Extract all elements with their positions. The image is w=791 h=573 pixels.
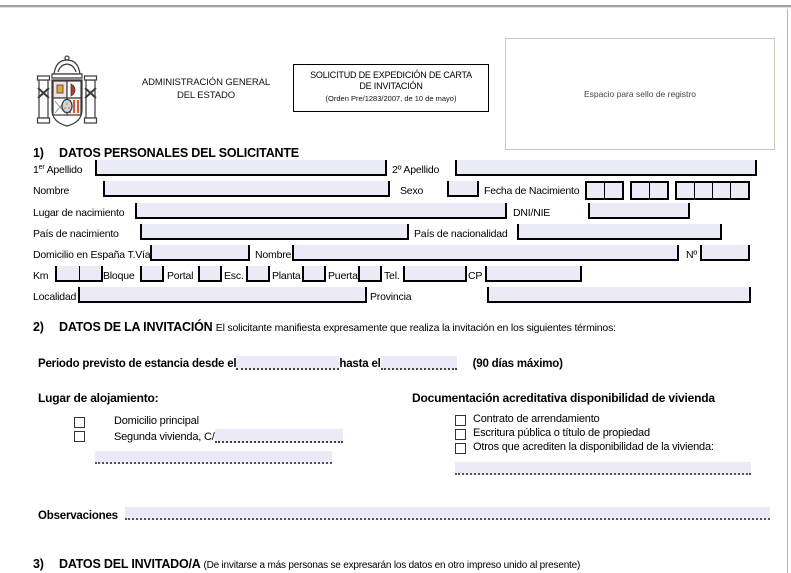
observaciones-input[interactable] [125, 507, 770, 520]
nombre-input[interactable] [103, 181, 390, 197]
provincia-label: Provincia [370, 291, 412, 303]
domicilio-via-label: Domicilio en España T.Vía [33, 249, 151, 261]
form-title-order: (Orden Pre/1283/2007, de 10 de mayo) [325, 94, 457, 103]
km-label: Km [33, 270, 49, 282]
administration-line1: ADMINISTRACIÓN GENERAL [141, 77, 271, 88]
form-title-box [293, 64, 489, 112]
section1-header [33, 146, 299, 160]
dob-year-cell-3[interactable] [713, 183, 731, 198]
localidad-label: Localidad [33, 291, 77, 303]
lugar-alojamiento-title: Lugar de alojamiento: [38, 391, 159, 405]
apellido1-label-sup: er [38, 164, 45, 171]
dob-year-cell-2[interactable] [695, 183, 713, 198]
fecha-nacimiento-input [585, 181, 750, 200]
dob-year-cell-1[interactable] [677, 183, 695, 198]
sexo-input[interactable] [447, 181, 479, 197]
section3-title: DATOS DEL INVITADO/A [59, 557, 201, 571]
option-escritura-publica: Escritura pública o título de propiedad [473, 427, 650, 439]
administration-line2: DEL ESTADO [176, 90, 236, 101]
puerta-label: Puerta [328, 270, 358, 282]
section2-title: DATOS DE LA INVITACIÓN [59, 320, 213, 334]
dni-nie-label: DNI/NIE [513, 207, 551, 219]
option-segunda-vivienda [114, 429, 343, 443]
periodo-line [38, 356, 563, 370]
dob-month-group [630, 181, 669, 200]
periodo-suffix: (90 días máximo) [472, 358, 563, 370]
periodo-prefix: Periodo previsto de estancia desde el [38, 358, 237, 370]
nombre-label: Nombre [33, 185, 70, 197]
section3-note: (De invitarse a más personas se expresarán los datos en otro impreso unido al presente) [203, 560, 581, 571]
section2-header [33, 320, 616, 334]
page-right-rule [787, 9, 788, 573]
pais-nacimiento-label: País de nacimiento [33, 228, 119, 240]
section3-number: 3) [33, 557, 44, 571]
observaciones-label: Observaciones [38, 510, 118, 522]
spain-coat-of-arms-icon [36, 54, 98, 134]
section1-number: 1) [33, 146, 44, 160]
dob-year-group [675, 181, 750, 200]
portal-input[interactable] [198, 266, 222, 282]
apellido1-label [33, 164, 82, 176]
puerta-input[interactable] [358, 266, 382, 282]
section3-header [33, 557, 580, 571]
nombre-via-input[interactable] [292, 245, 679, 261]
bloque-label: Bloque [103, 270, 135, 282]
numero-label: Nº [686, 249, 698, 261]
lugar-nacimiento-label: Lugar de nacimiento [33, 207, 125, 219]
cp-input[interactable] [485, 266, 582, 282]
apellido1-input[interactable] [95, 160, 387, 176]
registry-stamp-label: Espacio para sello de registro [584, 89, 696, 99]
km-divider [79, 266, 80, 280]
dob-day-cell-1[interactable] [587, 183, 605, 198]
doc-vivienda-title: Documentación acreditativa disponibilidad de vivienda [412, 391, 715, 405]
option-otros-documentos: Otros que acrediten la disponibilidad de la vivienda: [473, 441, 714, 453]
administration-title [122, 76, 290, 102]
form-title-line2: DE INVITACIÓN [359, 81, 423, 91]
checkbox-segunda-vivienda[interactable] [74, 431, 85, 442]
option-segunda-vivienda-text: Segunda vivienda, C/ [114, 431, 215, 443]
esc-label: Esc. [224, 270, 244, 282]
apellido2-input[interactable] [455, 160, 757, 176]
pais-nacimiento-input[interactable] [140, 224, 409, 240]
nombre-via-label: Nombre [255, 249, 292, 261]
lugar-nacimiento-input[interactable] [135, 203, 507, 219]
checkbox-otros-documentos[interactable] [455, 443, 466, 454]
page-top-rule [0, 5, 791, 8]
tipo-via-input[interactable] [150, 245, 250, 261]
planta-input[interactable] [302, 266, 326, 282]
dob-day-group [585, 181, 624, 200]
pais-nacionalidad-label: País de nacionalidad [414, 228, 508, 240]
numero-input[interactable] [700, 245, 750, 261]
dob-month-cell-1[interactable] [632, 183, 650, 198]
fecha-nacimiento-label: Fecha de Nacimiento [484, 185, 580, 197]
alojamiento-extra-input[interactable] [95, 451, 332, 464]
portal-label: Portal [167, 270, 194, 282]
apellido1-label-rest: Apellido [44, 164, 83, 176]
otros-documentos-input[interactable] [455, 462, 751, 475]
periodo-desde-input[interactable] [236, 356, 339, 370]
tel-input[interactable] [403, 266, 467, 282]
sexo-label: Sexo [400, 185, 424, 197]
registry-stamp-box [505, 38, 775, 150]
segunda-vivienda-calle-input[interactable] [215, 429, 343, 443]
checkbox-domicilio-principal[interactable] [74, 417, 85, 428]
pais-nacionalidad-input[interactable] [517, 224, 722, 240]
bloque-input[interactable] [140, 266, 164, 282]
checkbox-escritura-publica[interactable] [455, 429, 466, 440]
planta-label: Planta [272, 270, 301, 282]
periodo-hasta-input[interactable] [381, 356, 457, 370]
apellido2-label: 2º Apellido [392, 164, 440, 176]
km-input[interactable] [55, 266, 103, 282]
dob-day-cell-2[interactable] [605, 183, 622, 198]
section1-title: DATOS PERSONALES DEL SOLICITANTE [59, 146, 299, 160]
apellido1-label-num: 1 [33, 164, 39, 176]
provincia-input[interactable] [487, 287, 751, 303]
checkbox-contrato-arrendamiento[interactable] [455, 415, 466, 426]
dob-year-cell-4[interactable] [731, 183, 748, 198]
cp-label: CP [468, 270, 483, 282]
esc-input[interactable] [246, 266, 270, 282]
option-domicilio-principal: Domicilio principal [114, 415, 199, 427]
section2-intro: El solicitante manifiesta expresamente que realiza la invitación en los siguientes términos: [215, 322, 616, 334]
dni-nie-input[interactable] [588, 203, 690, 219]
option-contrato-arrendamiento: Contrato de arrendamiento [473, 413, 600, 425]
localidad-input[interactable] [78, 287, 367, 303]
periodo-middle: hasta el [339, 358, 381, 370]
form-title-line1: SOLICITUD DE EXPEDICIÓN DE CARTA [310, 70, 472, 80]
tel-label: Tel. [384, 270, 400, 282]
dob-month-cell-2[interactable] [650, 183, 667, 198]
section2-number: 2) [33, 320, 44, 334]
